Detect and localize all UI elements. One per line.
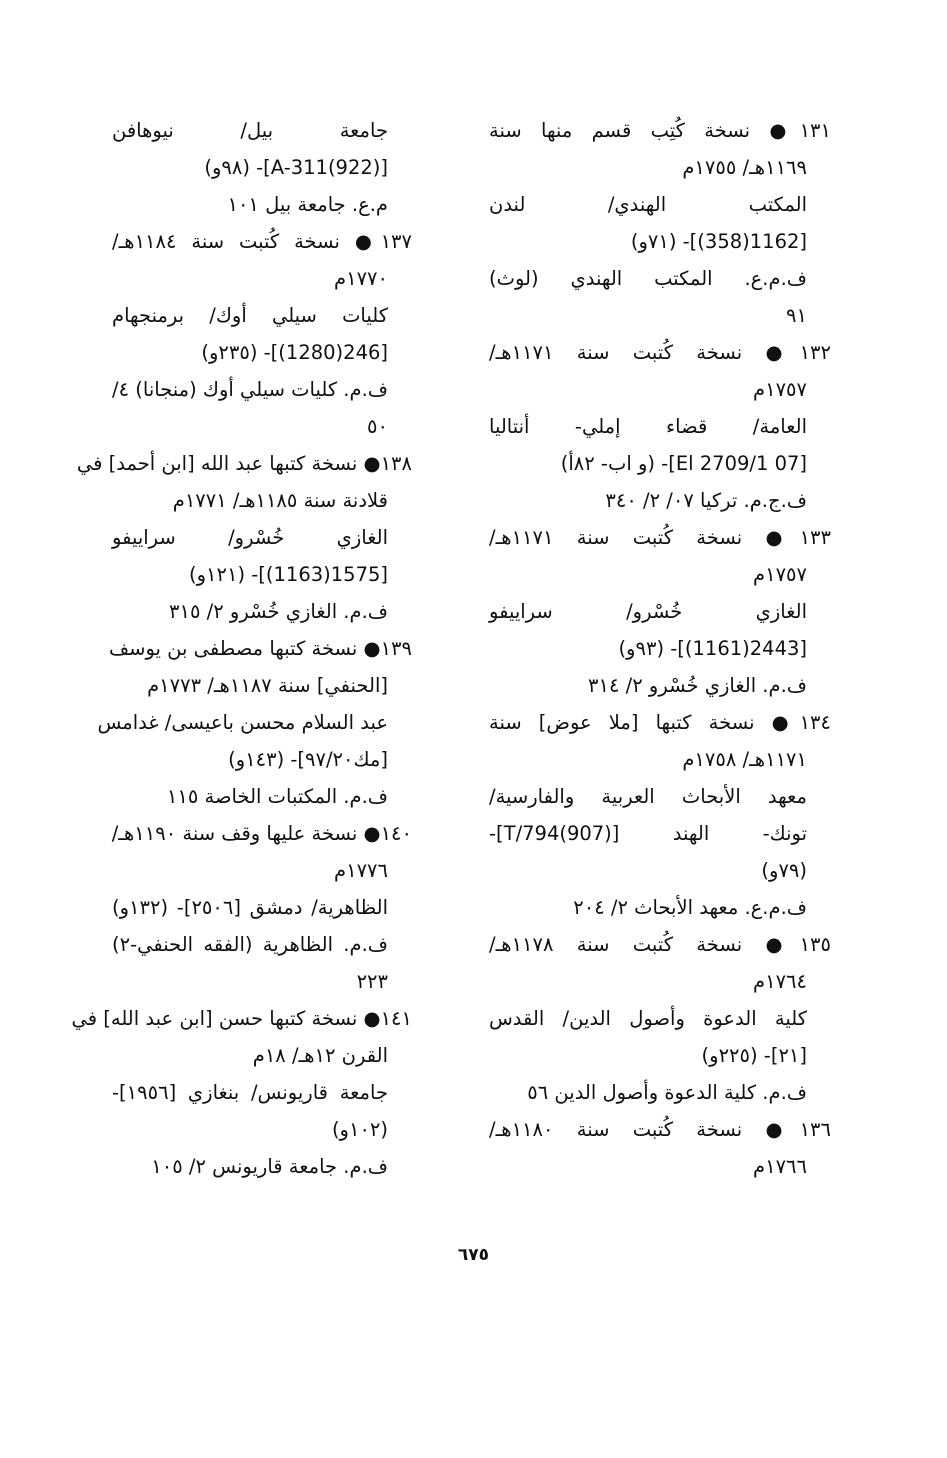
text-line: ١٣٨● نسخة كتبها عبد الله [ابن أحمد] في xyxy=(76,452,412,475)
text-line: المكتب الهندي/ لندن xyxy=(489,193,807,216)
text-line: الغازي خُسْرو/ سراييفو xyxy=(112,526,388,549)
text-line: ١٣٣● نسخة كُتبت سنة ١١٧١هـ/ xyxy=(489,526,831,549)
text-line: [1162(358)]- (٧١و) xyxy=(630,230,807,253)
text-line: الظاهرية/ دمشق [٢٥٠٦]- (١٣٢و) xyxy=(112,896,388,919)
text-line: ف.م. الغازي خُسْرو ٢/ ٣١٤ xyxy=(588,674,807,697)
text-line: ف.م. المكتبات الخاصة ١١٥ xyxy=(166,785,388,808)
text-line: قلادنة سنة ١١٨٥هـ/ ١٧٧١م xyxy=(172,489,388,512)
right-column xyxy=(489,112,831,1185)
text-line: ١١٦٩هـ/ ١٧٥٥م xyxy=(682,156,807,179)
text-line: ١٣٦● نسخة كُتبت سنة ١١٨٠هـ/ xyxy=(489,1118,831,1141)
text-line: عبد السلام محسن باعيسى/ غدامس xyxy=(97,711,388,734)
text-line: القرن ١٢هـ/ ١٨م xyxy=(252,1044,388,1067)
text-line: ١٧٦٤م xyxy=(753,970,807,993)
text-line: كليات سيلي أوك/ برمنجهام xyxy=(112,304,388,327)
text-line: ف.م.ع. معهد الأبحاث ٢/ ٢٠٤ xyxy=(573,896,807,919)
text-line: العامة/ قضاء إملي- أنتاليا xyxy=(489,415,807,438)
text-line: ١٧٥٧م xyxy=(753,563,807,586)
text-line: [1575(1163)]- (١٢١و) xyxy=(188,563,388,586)
text-line: ف.م. الظاهرية (الفقه الحنفي-٢) xyxy=(112,933,388,956)
page-number: ٦٧٥ xyxy=(457,1245,490,1265)
text-line: ١٧٥٧م xyxy=(753,378,807,401)
text-line: ف.م. جامعة قاريونس ٢/ ١٠٥ xyxy=(151,1155,388,1178)
text-line: جامعة قاريونس/ بنغازي [١٩٥٦]- xyxy=(112,1081,388,1104)
text-line: ٥٠ xyxy=(367,415,388,438)
text-line: [07 El 2709/1]- (و اب- ٨٢أ) xyxy=(560,452,807,475)
text-line: ١٧٦٦م xyxy=(753,1155,807,1178)
text-line: تونك- الهند [T/794(907)]- xyxy=(489,822,807,845)
text-line: ف.م.ع. المكتب الهندي (لوث) xyxy=(489,267,807,290)
text-line: ف.ج.م. تركيا ٠٧/ ٢/ ٣٤٠ xyxy=(605,489,807,512)
text-line: معهد الأبحاث العربية والفارسية/ xyxy=(489,785,807,808)
text-line: ١٧٧٦م xyxy=(334,859,388,882)
left-column xyxy=(71,112,412,1185)
text-line: ١٣٧● نسخة كُتبت سنة ١١٨٤هـ/ xyxy=(112,230,412,253)
text-line: ١٣٩● نسخة كتبها مصطفى بن يوسف xyxy=(108,637,412,660)
text-line: (١٠٢و) xyxy=(331,1118,388,1141)
text-line: كلية الدعوة وأصول الدين/ القدس xyxy=(489,1007,807,1030)
text-line: جامعة بيل/ نيوهافن xyxy=(112,119,388,142)
text-line: ١٧٧٠م xyxy=(334,267,388,290)
text-line: ١٣١● نسخة كُتِب قسم منها سنة xyxy=(489,119,831,142)
text-line: [2443(1161)]- (٩٣و) xyxy=(618,637,807,660)
text-line: ٢٢٣ xyxy=(356,970,388,993)
text-line: م.ع. جامعة بيل ١٠١ xyxy=(227,193,388,216)
text-line: [٢١]- (٢٢٥و) xyxy=(701,1044,807,1067)
text-line: ١٣٢● نسخة كُتبت سنة ١١٧١هـ/ xyxy=(489,341,831,364)
text-line: (٧٩و) xyxy=(761,859,807,882)
text-line: [الحنفي] سنة ١١٨٧هـ/ ١٧٧٣م xyxy=(147,674,388,697)
text-line: الغازي خُسْرو/ سراييفو xyxy=(489,600,807,623)
text-line: [مك٩٧/٢٠]- (١٤٣و) xyxy=(228,748,388,771)
text-line: ف.م. كليات سيلي أوك (منجانا) ٤/ xyxy=(112,378,388,401)
text-line: ١١٧١هـ/ ١٧٥٨م xyxy=(682,748,807,771)
text-line: ف.م. كلية الدعوة وأصول الدين ٥٦ xyxy=(527,1081,807,1104)
text-line: [246(1280)]- (٢٣٥و) xyxy=(201,341,388,364)
text-line: ١٤٠● نسخة عليها وقف سنة ١١٩٠هـ/ xyxy=(111,822,412,845)
text-line: ف.م. الغازي خُسْرو ٢/ ٣١٥ xyxy=(169,600,388,623)
text-line: ١٣٥● نسخة كُتبت سنة ١١٧٨هـ/ xyxy=(489,933,831,956)
text-line: [A-311(922)]- (٩٨و) xyxy=(204,156,388,179)
text-line: ١٤١● نسخة كتبها حسن [ابن عبد الله] في xyxy=(71,1007,412,1030)
text-line: ١٣٤● نسخة كتبها [ملا عوض] سنة xyxy=(489,711,831,734)
text-line: ٩١ xyxy=(786,304,807,327)
